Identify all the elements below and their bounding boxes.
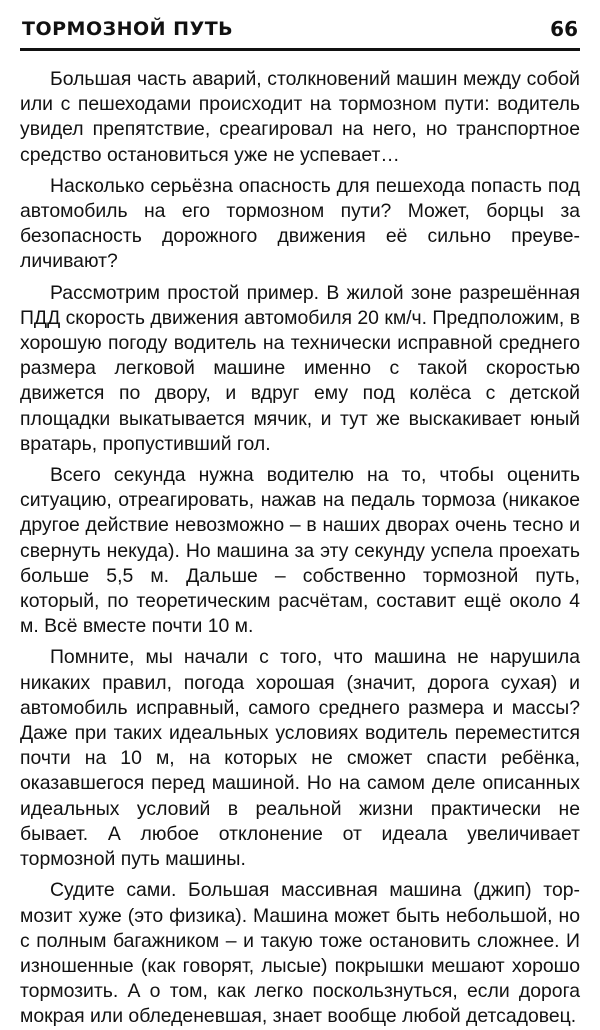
page-number: 66 — [550, 17, 578, 41]
chapter-title: ТОРМОЗНОЙ ПУТЬ — [22, 18, 234, 40]
paragraph: Всего секунда нужна водителю на то, чтобы оценить ситуацию, отреагировать, нажав на педаль тормоза (никакое другое действие невозможно – в наших дворах очень тесно и свернуть некуда). Но машина за эту секунду успела проехать больше 5,5 м. Дальше – собственно тормозной путь, который, по теоретическим расчётам, составит ещё около 4 м. Всё вместе почти 10 м. — [20, 464, 580, 638]
book-page — [20, 12, 580, 1028]
paragraph: Насколько серьёзна опасность для пешехода попасть под автомобиль на его тормозном пути? Может, борцы за безопасность дорожного движения её сильно преувеличивают? — [20, 174, 580, 273]
paragraph: Рассмотрим простой пример. В жилой зоне разрешённая ПДД скорость движения автомобиля 20 км/ч. Предположим, в хорошую погоду водитель на технически исправной среднего размера легковой машине именно с такой скоростью движется по двору, и вдруг ему под колёса с детской площадки выкатывается мячик, и тут же выскакивает юный вратарь, пропустивший гол. — [20, 281, 580, 455]
paragraph: Судите сами. Большая массивная машина (джип) тормозит хуже (это физика). Машина может быть небольшой, но с полным багажником – и такую тоже остановить сложнее. И изношенные (как говорят, лысые) покрышки мешают хорошо тормозить. А о том, как легко поскользнуться, если дорога мокрая или обледеневшая, знает вообще любой детсадовец. — [20, 879, 580, 1028]
paragraph: Помните, мы начали с того, что машина не нарушила никаких правил, погода хорошая (значит, дорога сухая) и автомобиль исправный, самого среднего размера и массы? Даже при таких идеальных условиях водитель переместится почти на 10 м, на которых не сможет спасти ребёнка, оказавшегося перед машиной. Но на самом деле описанных идеальных условий в реальной жизни практически не бывает. А любое отклонение от идеала увеличивает тормозной путь машины. — [20, 646, 580, 871]
paragraph: Большая часть аварий, столкновений машин между собой или с пешеходами происходит на тормозном пути: водитель увидел препятствие, среагировал на него, но транспортное средство остановиться уже не успевает… — [20, 68, 580, 166]
page-header — [20, 12, 580, 51]
page-body — [20, 67, 580, 1030]
